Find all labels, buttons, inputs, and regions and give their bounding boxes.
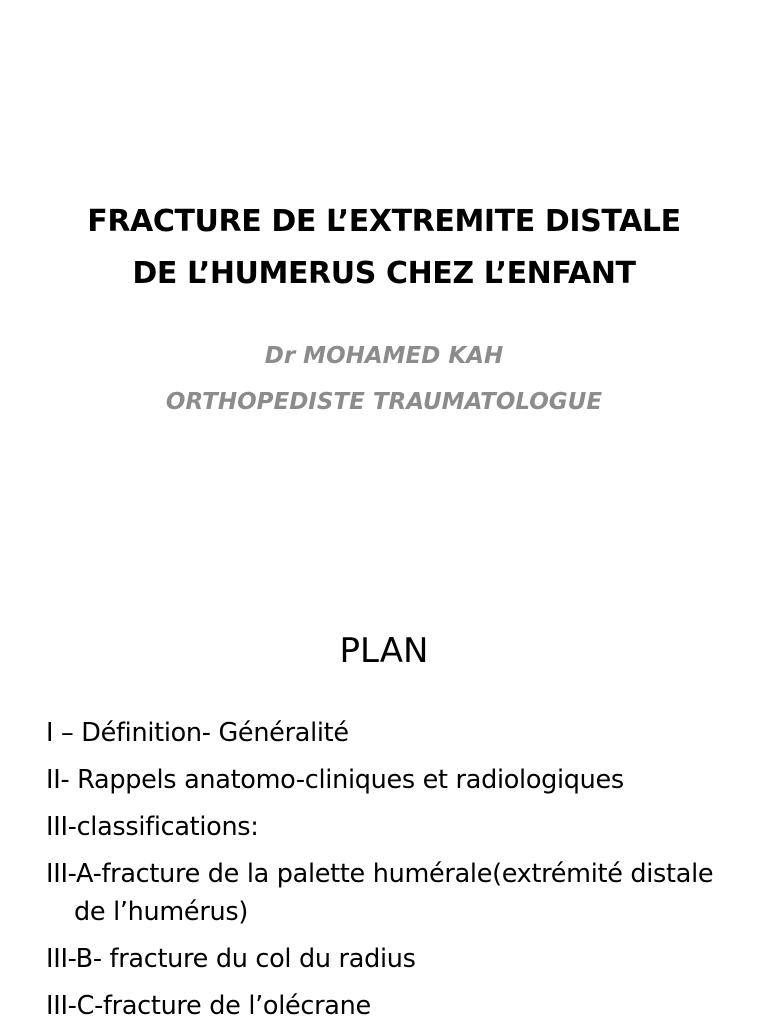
author-name: Dr MOHAMED KAH [264, 343, 504, 369]
plan-title: PLAN [339, 631, 429, 671]
plan-slide [0, 576, 768, 1024]
plan-list [46, 714, 746, 1034]
plan-item: III-B- fracture du col du radius [46, 944, 416, 974]
author-role: ORTHOPEDISTE TRAUMATOLOGUE [165, 389, 603, 415]
plan-item: I – Définition- Généralité [46, 718, 349, 748]
plan-item: II- Rappels anatomo-cliniques et radiologiques [46, 765, 624, 795]
plan-item: III-classifications: [46, 812, 259, 842]
plan-item: III-C-fracture de l’olécrane [46, 991, 371, 1021]
presentation-subtitle [40, 333, 728, 425]
presentation-title [30, 196, 738, 300]
title-line-1: FRACTURE DE L’EXTREMITE DISTALE [87, 204, 681, 239]
plan-item: III-A-fracture de la palette humérale(extrémité distale de l’humérus) [46, 859, 714, 927]
title-line-2: DE L’HUMERUS CHEZ L’ENFANT [132, 256, 636, 291]
